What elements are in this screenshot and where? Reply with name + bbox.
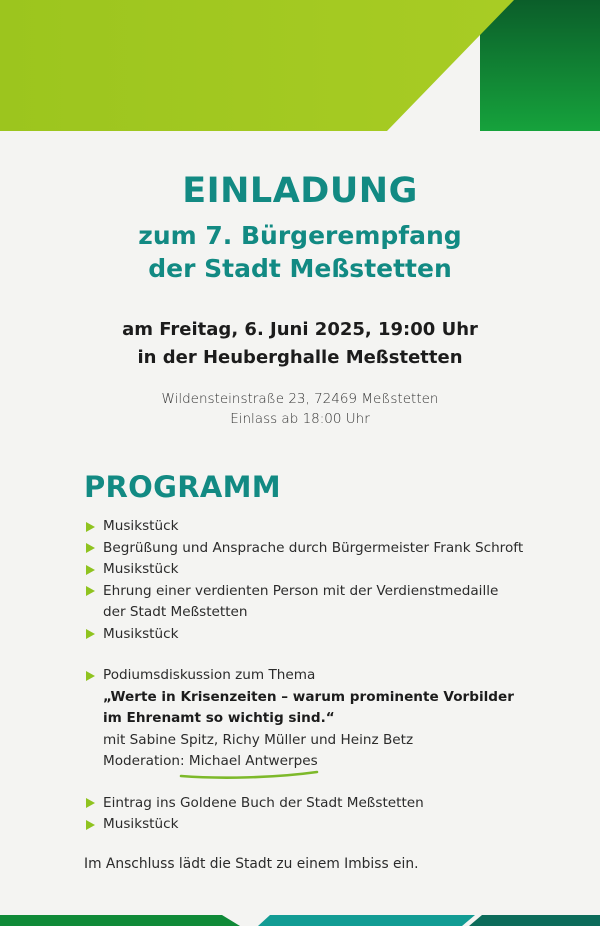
- list-item: [84, 814, 554, 836]
- footer-dark-teal-segment: [469, 915, 600, 926]
- list-item: [84, 624, 554, 646]
- footer-teal-segment: [258, 915, 475, 926]
- closing-note: Im Anschluss lädt die Stadt zu einem Imbiss ein.: [84, 856, 419, 872]
- list-item: [84, 793, 554, 815]
- list-item-text-continued: der Stadt Meßstetten: [103, 604, 248, 620]
- invitation-subtitle-1: zum 7. Bürgerempfang: [138, 221, 462, 250]
- list-item: [84, 581, 554, 624]
- header-decoration: [0, 0, 600, 135]
- event-details: [0, 316, 600, 372]
- arrow-bullet-icon: [86, 565, 95, 575]
- underline-swoosh: [179, 768, 319, 780]
- arrow-bullet-icon: [86, 798, 95, 808]
- admission-time: Einlass ab 18:00 Uhr: [230, 411, 370, 427]
- header-lime-shape: [0, 0, 514, 131]
- discussion-topic-2: im Ehrenamt so wichtig sind.“: [103, 710, 335, 726]
- event-date: am Freitag, 6. Juni 2025, 19:00 Uhr: [122, 319, 478, 340]
- discussion-item: [84, 665, 554, 773]
- event-venue: in der Heuberghalle Meßstetten: [137, 347, 463, 368]
- list-item-text: Musikstück: [103, 816, 179, 832]
- moderator-name: Michael Antwerpes: [188, 753, 318, 769]
- discussion-topic-1: „Werte in Krisenzeiten – warum prominente Vorbilder: [103, 688, 514, 705]
- moderation-label: Moderation:: [103, 753, 189, 769]
- list-item-text: Musikstück: [103, 561, 179, 577]
- arrow-bullet-icon: [86, 820, 95, 830]
- list-item: [84, 538, 554, 560]
- invitation-subtitle-2: der Stadt Meßstetten: [148, 254, 452, 283]
- footer-green-segment: [0, 915, 240, 926]
- list-item: [84, 559, 554, 581]
- invitation-title: EINLADUNG: [182, 171, 418, 211]
- arrow-bullet-icon: [86, 671, 95, 681]
- arrow-bullet-icon: [86, 543, 95, 553]
- list-item-text: Musikstück: [103, 518, 179, 534]
- footer-decoration: [0, 912, 600, 926]
- list-item-text: Begrüßung und Ansprache durch Bürgermeister Frank Schroft: [103, 539, 524, 556]
- discussion-panel: mit Sabine Spitz, Richy Müller und Heinz Betz: [103, 731, 414, 748]
- program-list: [84, 516, 554, 836]
- address-block: [0, 389, 600, 429]
- program-title: PROGRAMM: [84, 470, 281, 504]
- moderator-name-wrap: [189, 751, 318, 773]
- list-item: [84, 516, 554, 538]
- arrow-bullet-icon: [86, 586, 95, 596]
- list-item-text: Musikstück: [103, 625, 179, 642]
- discussion-intro: Podiumsdiskussion zum Thema: [103, 667, 316, 683]
- address-street: Wildensteinstraße 23, 72469 Meßstetten: [161, 391, 439, 407]
- header-dark-green-block: [480, 0, 600, 131]
- list-item-text: Eintrag ins Goldene Buch der Stadt Meßstetten: [103, 794, 424, 811]
- invitation-title-block: [0, 170, 600, 285]
- arrow-bullet-icon: [86, 522, 95, 532]
- list-item-text: Ehrung einer verdienten Person mit der Verdienstmedaille: [103, 582, 499, 599]
- arrow-bullet-icon: [86, 629, 95, 639]
